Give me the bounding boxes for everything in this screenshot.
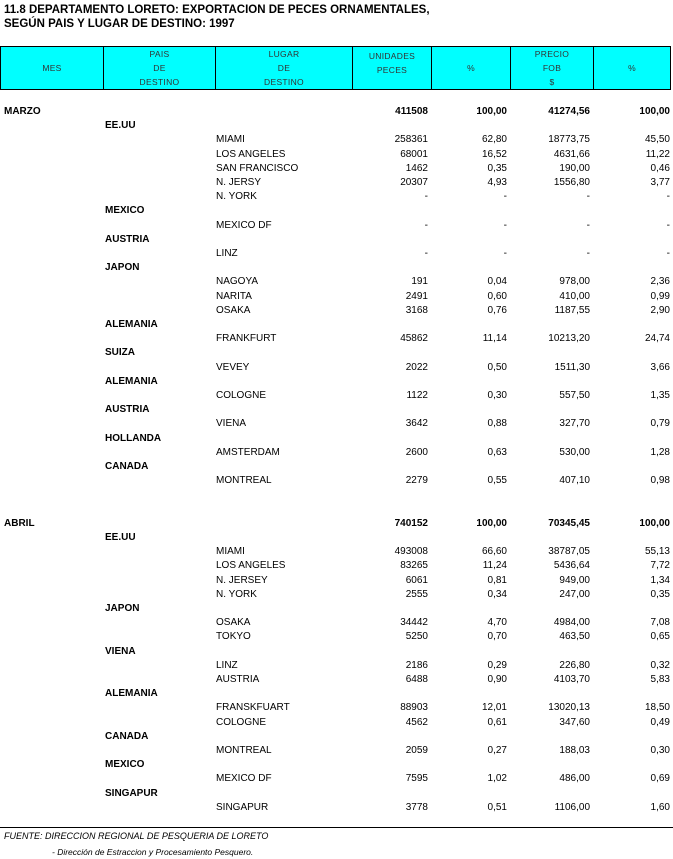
fob-value: 13020,13 bbox=[548, 702, 590, 714]
fob-percent: 1,35 bbox=[650, 390, 670, 401]
country-row bbox=[0, 758, 673, 772]
header-pais bbox=[104, 47, 216, 89]
fob-percent: 24,74 bbox=[644, 333, 670, 345]
units-percent: 0,60 bbox=[487, 290, 507, 302]
table-row bbox=[0, 616, 673, 630]
fob-value: 463,50 bbox=[559, 631, 590, 643]
units-percent: 0,34 bbox=[487, 588, 507, 600]
units-percent: 4,93 bbox=[487, 177, 507, 188]
units-percent: 0,04 bbox=[487, 276, 507, 288]
fob-percent: 18,50 bbox=[644, 702, 670, 714]
units-percent: 0,88 bbox=[487, 418, 507, 430]
units-percent: 100,00 bbox=[476, 106, 507, 117]
table-row bbox=[0, 716, 673, 730]
table-row bbox=[0, 361, 673, 375]
country-label: EE.UU bbox=[105, 532, 136, 543]
fob-percent: 1,28 bbox=[650, 446, 670, 458]
header-pais-line: DE bbox=[153, 63, 166, 73]
fob-value: 1556,80 bbox=[553, 177, 590, 188]
table-row bbox=[0, 772, 673, 786]
destination-label: MONTREAL bbox=[216, 745, 272, 756]
header-precio-line: $ bbox=[549, 77, 555, 87]
country-row bbox=[0, 403, 673, 417]
fob-percent: 100,00 bbox=[639, 106, 670, 117]
table-row bbox=[0, 744, 673, 758]
fob-percent: 1,60 bbox=[650, 801, 670, 813]
fob-value: 949,00 bbox=[559, 574, 590, 586]
fob-value: 407,10 bbox=[559, 475, 590, 487]
fob-value: 410,00 bbox=[559, 290, 590, 302]
fob-value: 557,50 bbox=[559, 390, 590, 401]
units-value: - bbox=[424, 219, 428, 231]
month-label: MARZO bbox=[4, 106, 41, 117]
units-percent: - bbox=[503, 219, 507, 231]
table-row bbox=[0, 247, 673, 261]
destination-label: MEXICO DF bbox=[216, 219, 272, 231]
destination-label: TOKYO bbox=[216, 631, 251, 643]
country-label: SUIZA bbox=[105, 347, 135, 359]
header-pais-line: PAIS bbox=[149, 49, 170, 59]
fob-value: 1106,00 bbox=[554, 801, 590, 813]
month-total-row bbox=[0, 517, 673, 531]
units-percent: 0,27 bbox=[487, 745, 507, 756]
table-row bbox=[0, 559, 673, 573]
country-label: VIENA bbox=[105, 645, 136, 657]
fob-percent: 0,35 bbox=[650, 588, 670, 600]
units-value: 493008 bbox=[394, 546, 428, 558]
header-precio-line: PRECIO bbox=[534, 49, 570, 59]
fob-value: 486,00 bbox=[559, 773, 590, 785]
units-value: 3778 bbox=[405, 801, 428, 813]
units-percent: 0,81 bbox=[487, 574, 507, 586]
units-value: 83265 bbox=[400, 560, 428, 572]
month-label: ABRIL bbox=[4, 517, 35, 529]
fob-value: 38787,05 bbox=[548, 546, 590, 558]
destination-label: NARITA bbox=[216, 290, 252, 302]
header-unidades-line: PECES bbox=[376, 65, 408, 75]
country-row bbox=[0, 204, 673, 218]
country-label: JAPON bbox=[105, 262, 140, 274]
title-line-2: SEGÚN PAIS Y LUGAR DE DESTINO: 1997 bbox=[4, 18, 235, 30]
units-percent: 0,70 bbox=[487, 631, 507, 643]
fob-value: 190,00 bbox=[559, 162, 590, 174]
units-percent: 0,90 bbox=[487, 674, 507, 685]
units-percent: 4,70 bbox=[487, 617, 507, 629]
fob-percent: 0,46 bbox=[650, 162, 670, 174]
units-value: 191 bbox=[411, 276, 428, 288]
fob-value: 70345,45 bbox=[548, 517, 590, 529]
country-label: HOLLANDA bbox=[105, 432, 162, 444]
footer-source: FUENTE: DIRECCION REGIONAL DE PESQUERIA DE LORETO bbox=[4, 831, 269, 841]
table-row bbox=[0, 417, 673, 431]
destination-label: N. JERSY bbox=[216, 177, 262, 188]
units-value: 411508 bbox=[395, 106, 428, 117]
units-percent: 11,14 bbox=[482, 333, 507, 345]
header-percent-label: % bbox=[467, 63, 475, 73]
destination-label: LOS ANGELES bbox=[216, 148, 286, 160]
table-row bbox=[0, 801, 673, 815]
table-header bbox=[0, 46, 671, 90]
units-percent: - bbox=[503, 248, 507, 259]
fob-value: 1511,30 bbox=[554, 361, 590, 373]
header-percent-units bbox=[432, 47, 511, 89]
units-value: 6061 bbox=[405, 574, 428, 586]
units-value: 4562 bbox=[405, 716, 428, 728]
table-row bbox=[0, 588, 673, 602]
table-row bbox=[0, 304, 673, 318]
header-lugar bbox=[216, 47, 353, 89]
fob-percent: 0,30 bbox=[650, 745, 670, 756]
units-value: 20307 bbox=[400, 177, 428, 188]
fob-percent: 7,72 bbox=[650, 560, 670, 572]
destination-label: N. YORK bbox=[216, 191, 257, 203]
units-value: 740152 bbox=[394, 517, 428, 529]
units-percent: 0,61 bbox=[487, 716, 507, 728]
fob-value: 188,03 bbox=[559, 745, 590, 756]
header-mes-label: MES bbox=[42, 63, 62, 73]
country-row bbox=[0, 730, 673, 744]
destination-label: NAGOYA bbox=[216, 276, 259, 288]
header-mes bbox=[1, 47, 104, 89]
header-pais-line: DESTINO bbox=[139, 77, 180, 87]
units-value: 2059 bbox=[405, 745, 428, 756]
country-label: AUSTRIA bbox=[105, 233, 150, 245]
units-value: 2022 bbox=[405, 361, 428, 373]
destination-label: N. JERSEY bbox=[216, 574, 268, 586]
fob-value: 10213,20 bbox=[548, 333, 590, 345]
units-value: 7595 bbox=[405, 773, 428, 785]
country-row bbox=[0, 432, 673, 446]
header-percent-fob bbox=[594, 47, 670, 89]
fob-percent: 45,50 bbox=[644, 134, 670, 146]
fob-percent: 0,69 bbox=[650, 773, 670, 785]
country-row bbox=[0, 318, 673, 332]
country-row bbox=[0, 687, 673, 701]
title-line-1: 11.8 DEPARTAMENTO LORETO: EXPORTACION DE PECES ORNAMENTALES, bbox=[4, 4, 430, 16]
units-percent: 11,24 bbox=[482, 560, 507, 572]
destination-label: COLOGNE bbox=[216, 716, 267, 728]
fob-percent: 11,22 bbox=[645, 148, 670, 160]
country-row bbox=[0, 460, 673, 474]
fob-percent: - bbox=[666, 248, 670, 259]
destination-label: SAN FRANCISCO bbox=[216, 162, 299, 174]
table-row bbox=[0, 701, 673, 715]
units-percent: 1,02 bbox=[487, 773, 507, 785]
units-percent: 12,01 bbox=[481, 702, 507, 714]
units-value: 6488 bbox=[405, 674, 428, 685]
table-row bbox=[0, 162, 673, 176]
fob-value: 530,00 bbox=[559, 446, 590, 458]
units-percent: 16,52 bbox=[481, 148, 507, 160]
fob-value: 4103,70 bbox=[553, 674, 590, 685]
header-lugar-line: DESTINO bbox=[264, 77, 304, 87]
fob-percent: - bbox=[666, 191, 670, 203]
table-row bbox=[0, 332, 673, 346]
destination-label: MIAMI bbox=[216, 546, 245, 558]
units-value: 2600 bbox=[405, 446, 428, 458]
units-percent: 0,76 bbox=[487, 304, 507, 316]
units-percent: 0,29 bbox=[487, 659, 507, 671]
header-percent-label: % bbox=[628, 63, 636, 73]
units-value: 1462 bbox=[405, 162, 428, 174]
fob-percent: 0,99 bbox=[650, 290, 670, 302]
table-row bbox=[0, 219, 673, 233]
units-value: 2491 bbox=[405, 290, 428, 302]
fob-percent: 0,49 bbox=[650, 716, 670, 728]
fob-value: 4984,00 bbox=[553, 617, 590, 629]
fob-percent: 0,65 bbox=[650, 631, 670, 643]
header-unidades bbox=[353, 47, 432, 89]
destination-label: N. YORK bbox=[216, 588, 257, 600]
units-value: 1122 bbox=[406, 390, 428, 401]
table-row bbox=[0, 290, 673, 304]
table-row bbox=[0, 545, 673, 559]
table-row bbox=[0, 659, 673, 673]
destination-label: MIAMI bbox=[216, 134, 245, 146]
country-row bbox=[0, 645, 673, 659]
fob-percent: 1,34 bbox=[650, 574, 670, 586]
country-label: EE.UU bbox=[105, 120, 136, 132]
units-value: 88903 bbox=[400, 702, 428, 714]
country-row bbox=[0, 787, 673, 801]
country-row bbox=[0, 375, 673, 389]
units-value: 68001 bbox=[400, 148, 428, 160]
destination-label: LINZ bbox=[216, 248, 238, 259]
fob-value: 327,70 bbox=[559, 418, 590, 430]
fob-value: 978,00 bbox=[559, 276, 590, 288]
fob-value: - bbox=[586, 219, 590, 231]
country-label: ALEMANIA bbox=[105, 375, 158, 387]
country-row bbox=[0, 531, 673, 545]
country-row bbox=[0, 233, 673, 247]
table-row bbox=[0, 176, 673, 190]
fob-percent: 2,90 bbox=[650, 304, 670, 316]
fob-value: 247,00 bbox=[559, 588, 590, 600]
units-value: 258361 bbox=[394, 134, 428, 146]
fob-value: - bbox=[586, 191, 590, 203]
units-percent: 62,80 bbox=[481, 134, 507, 146]
units-percent: 0,63 bbox=[487, 446, 507, 458]
fob-percent: 0,32 bbox=[650, 659, 670, 671]
fob-value: 5436,64 bbox=[553, 560, 590, 572]
units-value: 2279 bbox=[405, 475, 428, 487]
table-row bbox=[0, 389, 673, 403]
table-row bbox=[0, 630, 673, 644]
country-row bbox=[0, 602, 673, 616]
fob-percent: 100,00 bbox=[639, 517, 670, 529]
month-total-row bbox=[0, 105, 673, 119]
country-label: ALEMANIA bbox=[105, 688, 158, 700]
header-unidades-line: UNIDADES bbox=[368, 51, 416, 61]
country-row bbox=[0, 261, 673, 275]
fob-value: 347,60 bbox=[559, 716, 590, 728]
header-precio bbox=[511, 47, 594, 89]
destination-label: VIENA bbox=[216, 418, 247, 430]
header-precio-line: FOB bbox=[542, 63, 562, 73]
destination-label: AMSTERDAM bbox=[216, 446, 280, 458]
destination-label: FRANKFURT bbox=[216, 333, 277, 345]
table-row bbox=[0, 133, 673, 147]
country-label: CANADA bbox=[105, 461, 149, 472]
units-value: - bbox=[424, 248, 428, 259]
units-percent: - bbox=[503, 191, 507, 203]
destination-label: MONTREAL bbox=[216, 475, 272, 487]
table-row bbox=[0, 673, 673, 687]
destination-label: VEVEY bbox=[216, 361, 250, 373]
fob-percent: - bbox=[666, 219, 670, 231]
country-label: CANADA bbox=[105, 730, 149, 742]
fob-percent: 2,36 bbox=[650, 276, 670, 288]
units-value: 2186 bbox=[405, 659, 428, 671]
destination-label: OSAKA bbox=[216, 617, 251, 629]
table-row bbox=[0, 446, 673, 460]
country-label: AUSTRIA bbox=[105, 404, 150, 416]
destination-label: SINGAPUR bbox=[216, 801, 269, 813]
table-row bbox=[0, 275, 673, 289]
units-percent: 100,00 bbox=[476, 517, 507, 529]
units-percent: 0,51 bbox=[487, 801, 507, 813]
table-row bbox=[0, 148, 673, 162]
units-value: - bbox=[424, 191, 428, 203]
units-percent: 0,55 bbox=[487, 475, 507, 487]
fob-percent: 55,13 bbox=[644, 546, 670, 558]
country-label: MEXICO bbox=[105, 205, 145, 217]
destination-label: FRANSKFUART bbox=[216, 702, 290, 714]
fob-percent: 5,83 bbox=[650, 674, 670, 685]
country-row bbox=[0, 119, 673, 133]
fob-value: 4631,66 bbox=[553, 148, 590, 160]
units-value: 45862 bbox=[400, 333, 428, 345]
destination-label: LOS ANGELES bbox=[216, 560, 286, 572]
country-row bbox=[0, 346, 673, 360]
units-value: 34442 bbox=[400, 617, 428, 629]
destination-label: LINZ bbox=[216, 659, 238, 671]
units-percent: 0,35 bbox=[487, 162, 507, 174]
fob-value: 41274,56 bbox=[548, 106, 590, 117]
units-percent: 0,50 bbox=[487, 361, 507, 373]
destination-label: AUSTRIA bbox=[216, 674, 260, 685]
units-percent: 66,60 bbox=[481, 546, 507, 558]
destination-label: MEXICO DF bbox=[216, 773, 272, 785]
country-label: JAPON bbox=[105, 603, 140, 614]
fob-value: - bbox=[586, 248, 590, 259]
header-lugar-line: DE bbox=[277, 63, 291, 73]
fob-percent: 3,66 bbox=[650, 361, 670, 373]
country-label: ALEMANIA bbox=[105, 319, 158, 330]
fob-percent: 0,98 bbox=[650, 475, 670, 487]
destination-label: OSAKA bbox=[216, 304, 251, 316]
footer-note: - Dirección de Estraccion y Procesamiento Pesquero. bbox=[52, 847, 254, 857]
fob-value: 18773,75 bbox=[548, 134, 590, 146]
footer-divider bbox=[0, 827, 673, 828]
destination-label: COLOGNE bbox=[216, 390, 267, 401]
fob-value: 1187,55 bbox=[554, 304, 590, 316]
report-title bbox=[4, 3, 430, 31]
table-row bbox=[0, 190, 673, 204]
header-lugar-line: LUGAR bbox=[268, 49, 300, 59]
fob-value: 226,80 bbox=[559, 659, 590, 671]
units-value: 3642 bbox=[405, 418, 428, 430]
units-percent: 0,30 bbox=[487, 390, 507, 401]
fob-percent: 7,08 bbox=[650, 617, 670, 629]
fob-percent: 0,79 bbox=[650, 418, 670, 430]
units-value: 2555 bbox=[405, 588, 428, 600]
fob-percent: 3,77 bbox=[650, 177, 670, 188]
table-row bbox=[0, 574, 673, 588]
units-value: 3168 bbox=[405, 304, 428, 316]
country-label: SINGAPUR bbox=[105, 787, 158, 799]
table-row bbox=[0, 474, 673, 488]
units-value: 5250 bbox=[405, 631, 428, 643]
country-label: MEXICO bbox=[105, 759, 145, 771]
